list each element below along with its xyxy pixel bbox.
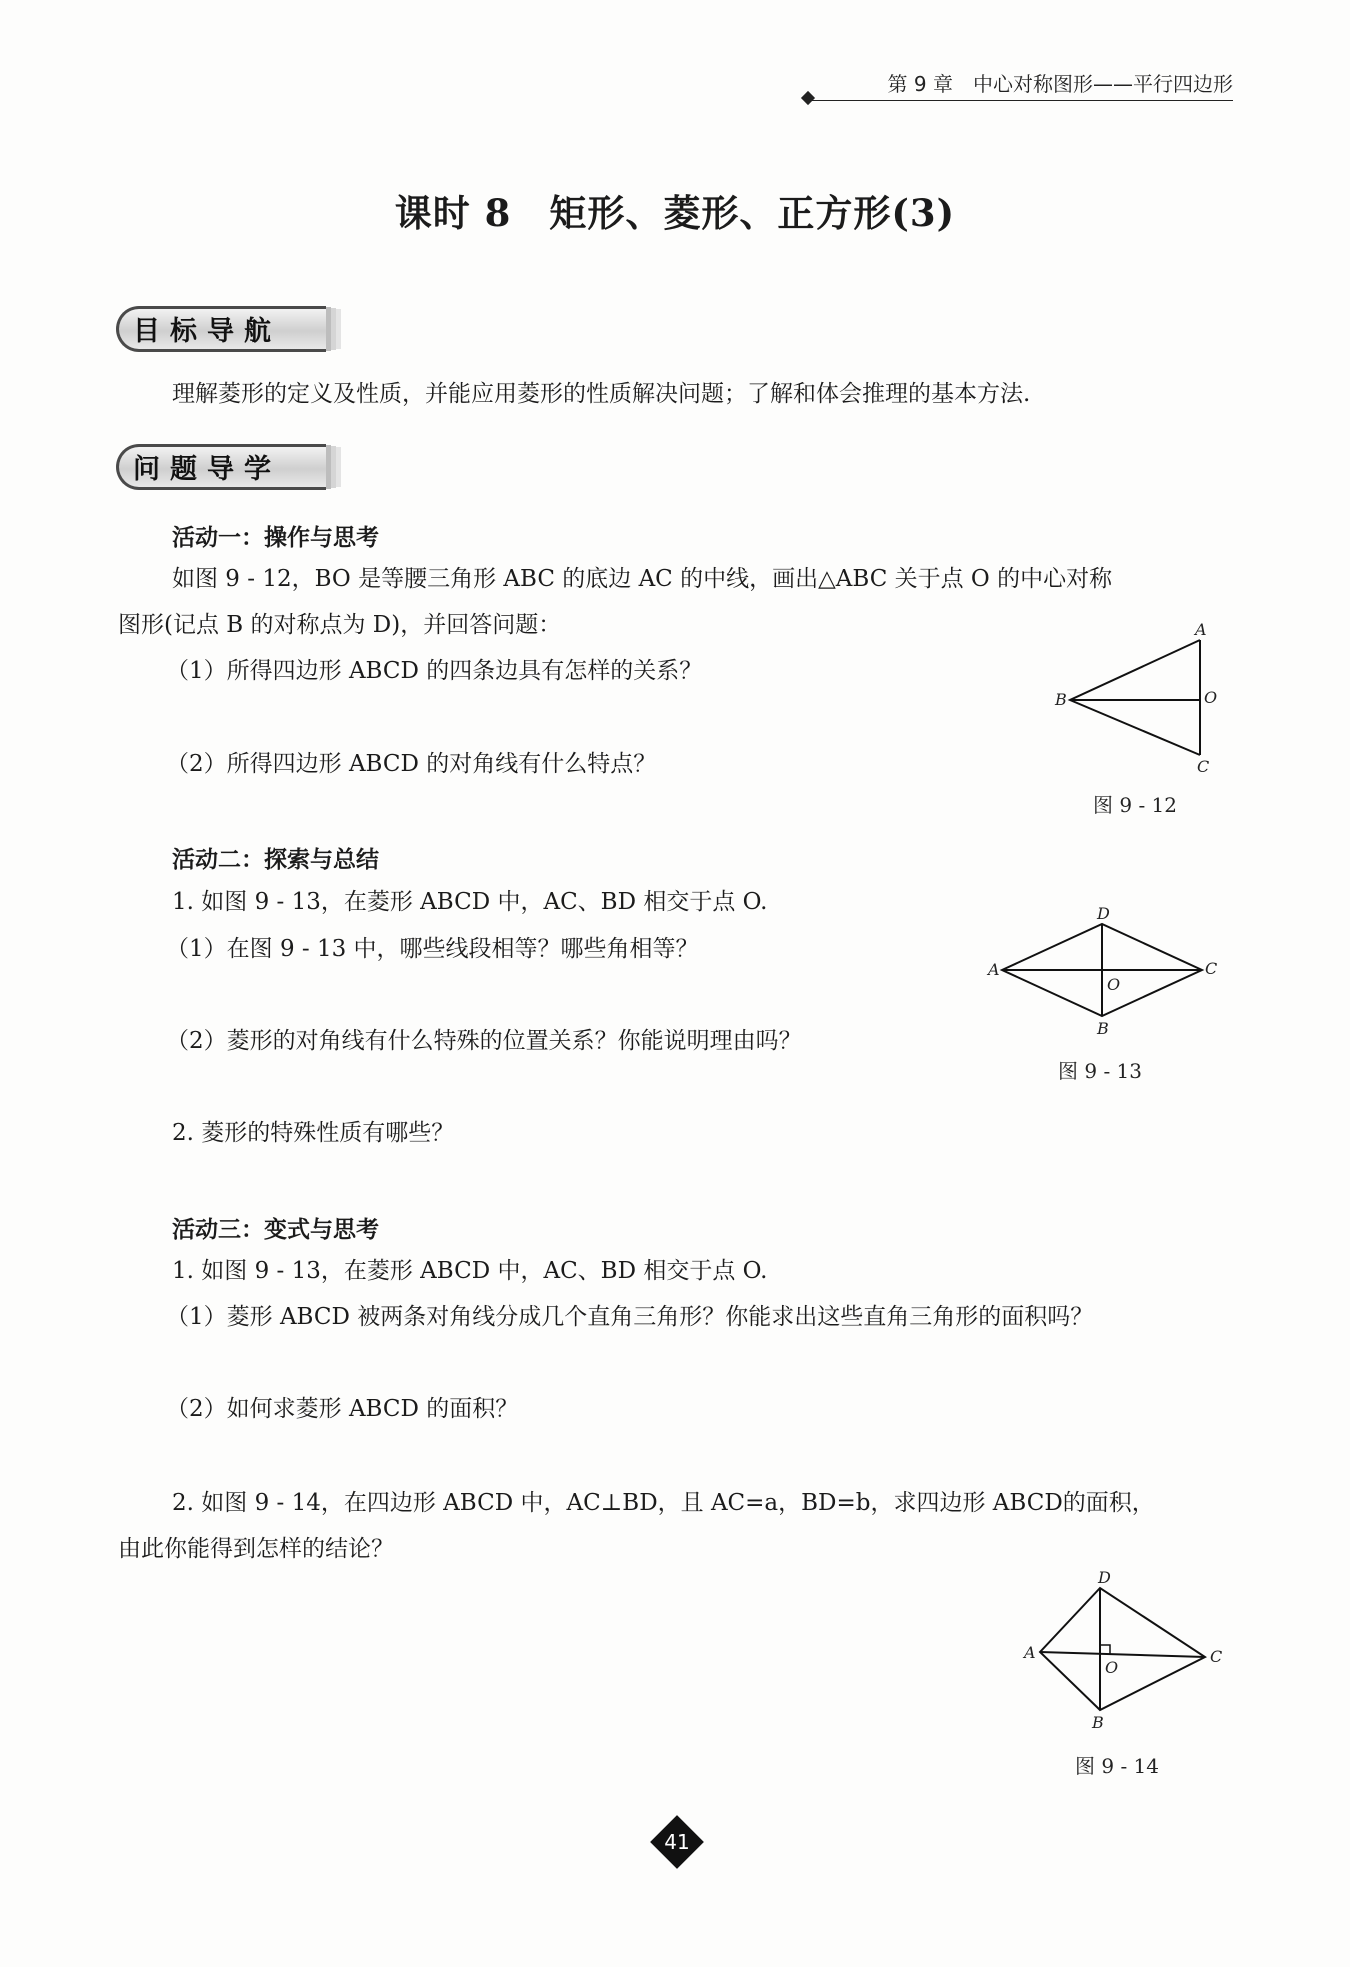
activity3-question2: （2）如何求菱形 ABCD 的面积？ [166, 1396, 519, 1422]
activity3-heading: 活动三：变式与思考 [172, 1217, 379, 1243]
fig13-label-B: B [1097, 1019, 1109, 1038]
activity2-heading: 活动二：探索与总结 [172, 847, 379, 873]
fig13-label-D: D [1097, 904, 1110, 923]
activity3-item2-line1: 2. 如图 9 - 14，在四边形 ABCD 中，AC⊥BD，且 AC=a，BD=b，求四边形 ABCD的面积， [172, 1490, 1155, 1516]
activity1-question2: （2）所得四边形 ABCD 的对角线有什么特点？ [166, 751, 657, 777]
fig13-label-A: A [988, 960, 1000, 979]
figure-9-13 [985, 900, 1225, 1040]
fig12-label-C: C [1197, 757, 1210, 776]
fig12-label-O: O [1204, 688, 1218, 707]
figure-9-14-caption: 图 9 - 14 [1075, 1754, 1160, 1778]
fig14-label-B: B [1092, 1713, 1104, 1732]
fig12-label-A: A [1195, 620, 1207, 639]
activity1-intro-line1: 如图 9 - 12，BO 是等腰三角形 ABC 的底边 AC 的中线，画出△ABC 关于点 O 的中心对称 [172, 566, 1113, 592]
activity3-question1: （1）菱形 ABCD 被两条对角线分成几个直角三角形？你能求出这些直角三角形的面积吗？ [166, 1304, 1094, 1330]
fig13-label-C: C [1205, 959, 1218, 978]
activity1-heading: 活动一：操作与思考 [172, 525, 379, 551]
activity2-question1: （1）在图 9 - 13 中，哪些线段相等？哪些角相等？ [166, 936, 699, 962]
fig13-label-O: O [1107, 975, 1121, 994]
figure-9-14 [1010, 1565, 1240, 1740]
activity2-item1: 1. 如图 9 - 13，在菱形 ABCD 中，AC、BD 相交于点 O. [172, 889, 768, 915]
page-title: 课时 8 矩形、菱形、正方形(3) [394, 191, 956, 235]
activity2-question2: （2）菱形的对角线有什么特殊的位置关系？你能说明理由吗？ [166, 1028, 802, 1054]
fig14-label-A: A [1024, 1643, 1036, 1662]
fig14-label-C: C [1210, 1647, 1223, 1666]
activity1-question1: （1）所得四边形 ABCD 的四条边具有怎样的关系？ [166, 658, 703, 684]
goal-text: 理解菱形的定义及性质，并能应用菱形的性质解决问题；了解和体会推理的基本方法. [172, 381, 1031, 407]
section-badge-goal: 目标导航 [116, 306, 326, 352]
figure-9-12 [1045, 615, 1245, 780]
activity1-intro-line2: 图形(记点 B 的对称点为 D)，并回答问题： [118, 612, 562, 638]
figure-9-12-caption: 图 9 - 12 [1093, 793, 1178, 817]
section-badge-guide: 问题导学 [116, 444, 326, 490]
activity3-item2-line2: 由此你能得到怎样的结论？ [118, 1536, 394, 1562]
activity3-item1: 1. 如图 9 - 13，在菱形 ABCD 中，AC、BD 相交于点 O. [172, 1258, 768, 1284]
chapter-header: 第 9 章 中心对称图形——平行四边形 [808, 70, 1233, 101]
activity2-item2: 2. 菱形的特殊性质有哪些？ [172, 1120, 455, 1146]
page-number: 41 [664, 1830, 690, 1854]
fig14-label-D: D [1098, 1568, 1111, 1587]
figure-9-13-caption: 图 9 - 13 [1058, 1059, 1143, 1083]
fig12-label-B: B [1055, 690, 1067, 709]
fig14-label-O: O [1105, 1658, 1119, 1677]
